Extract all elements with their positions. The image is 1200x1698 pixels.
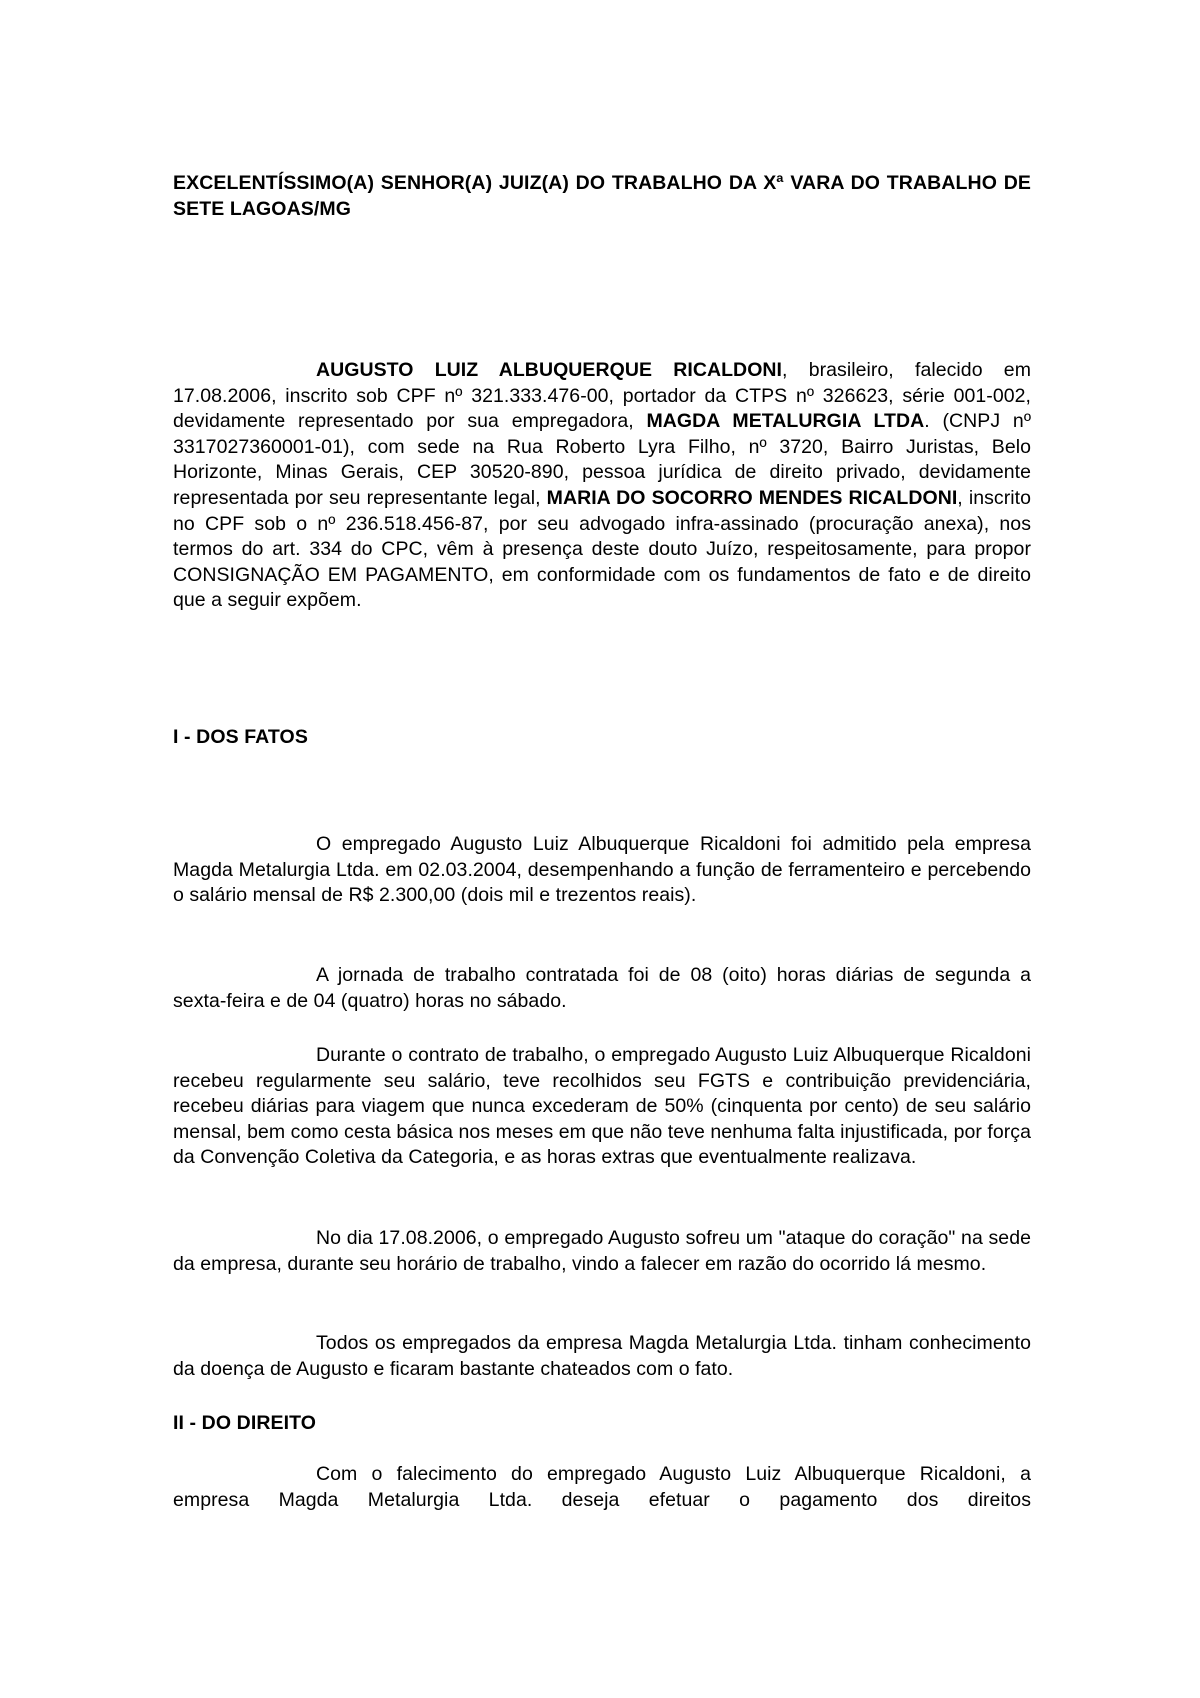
party-name-magda: MAGDA METALURGIA LTDA: [646, 410, 925, 433]
court-address-heading: EXCELENTÍSSIMO(A) SENHOR(A) JUIZ(A) DO TRABALHO DA Xª VARA DO TRABALHO DE SETE LAGOAS/MG: [173, 172, 1031, 220]
law-paragraph-1: Com o falecimento do empregado Augusto Luiz Albuquerque Ricaldoni, a empresa Magda Metalurgia Ltda. deseja efetuar o pagamento dos direitos: [173, 1463, 1031, 1511]
section-title-law: II - DO DIREITO: [173, 1412, 317, 1434]
facts-paragraph-1: O empregado Augusto Luiz Albuquerque Ricaldoni foi admitido pela empresa Magda Metalurgia Ltda. em 02.03.2004, desempenhando a função de ferramenteiro e percebendo o salário mensal de R$ 2.300,00 (dois mil e trezentos reais).: [173, 833, 1031, 907]
facts-paragraph-5: Todos os empregados da empresa Magda Metalurgia Ltda. tinham conhecimento da doença de Augusto e ficaram bastante chateados com o fato.: [173, 1332, 1031, 1380]
party-name-maria: MARIA DO SOCORRO MENDES RICALDONI: [546, 486, 958, 509]
facts-paragraph-4: No dia 17.08.2006, o empregado Augusto sofreu um "ataque do coração" na sede da empresa, durante seu horário de trabalho, vindo a falecer em razão do ocorrido lá mesmo.: [173, 1227, 1031, 1275]
section-title-facts: I - DOS FATOS: [173, 726, 308, 748]
intro-text-2: . (CNPJ nº 3317027360001-01), com sede na Rua Roberto Lyra Filho, nº 3720, Bairro Juristas, Belo Horizonte, Minas Gerais, CEP 30520-890, pessoa jurídica de direito privado, devidamente representada por seu representante legal,: [173, 410, 1031, 509]
facts-paragraph-3: Durante o contrato de trabalho, o empregado Augusto Luiz Albuquerque Ricaldoni recebeu regularmente seu salário, teve recolhidos seu FGTS e contribuição previdenciária, recebeu diárias para viagem que nunca excederam de 50% (cinquenta por cento) de seu salário mensal, bem como cesta básica nos meses em que não teve nenhuma falta injustificada, por força da Convenção Coletiva da Categoria, e as horas extras que eventualmente realizava.: [173, 1044, 1031, 1169]
intro-paragraph: [173, 358, 1031, 614]
intro-text-3: , inscrito no CPF sob o nº 236.518.456-87, por seu advogado infra-assinado (procuração anexa), nos termos do art. 334 do CPC, vêm à presença deste douto Juízo, respeitosamente, para propor CONSIGNAÇÃO EM PAGAMENTO, em conformidade com os fundamentos de fato e de direito que a seguir expõem.: [173, 486, 1031, 612]
party-name-augusto: AUGUSTO LUIZ ALBUQUERQUE RICALDONI: [316, 359, 783, 381]
facts-paragraph-2: A jornada de trabalho contratada foi de 08 (oito) horas diárias de segunda a sexta-feira e de 04 (quatro) horas no sábado.: [173, 964, 1031, 1012]
intro-text-1: , brasileiro, falecido em 17.08.2006, inscrito sob CPF nº 321.333.476-00, portador da CTPS nº 326623, série 001-002, devidamente representado por sua empregadora,: [173, 359, 1031, 433]
